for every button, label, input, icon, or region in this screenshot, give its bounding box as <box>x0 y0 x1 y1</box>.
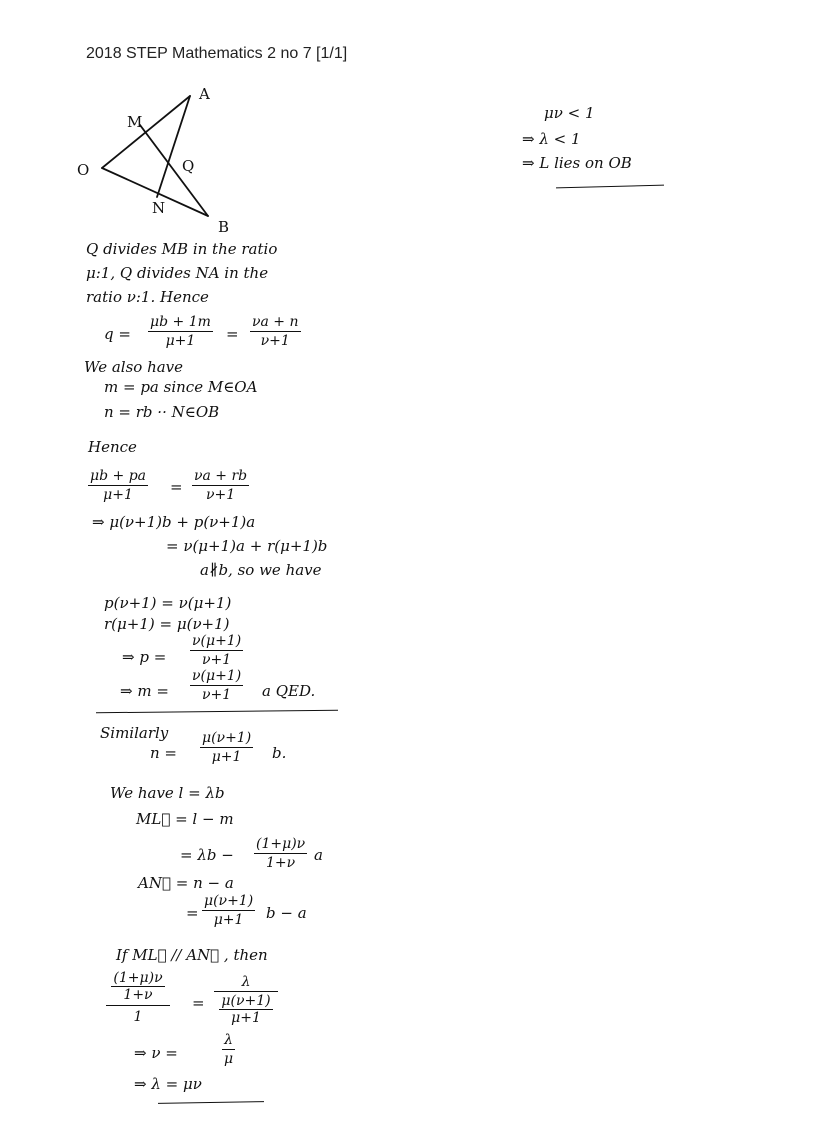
page-header: 2018 STEP Mathematics 2 no 7 [1/1] <box>86 45 348 62</box>
equals-sign: = <box>226 325 239 343</box>
nu-label: ⇒ ν = <box>134 1044 178 1062</box>
n-tail: b. <box>272 744 287 762</box>
fraction-m: $\frac{\nu(\mu+1)}{\nu+1}$ <box>192 668 242 704</box>
compound-fraction-rhs: λ μ(ν+1) μ+1 <box>214 974 278 1026</box>
ml-tail: a <box>314 846 323 864</box>
text-we-also-have: We also have <box>84 358 184 376</box>
label-Q: Q <box>182 157 195 175</box>
label-N: N <box>152 199 166 217</box>
right-lambda: ⇒ λ < 1 <box>522 130 581 148</box>
fraction-q-1: $\frac{\mu b + 1m}{\mu+1}$ <box>150 314 211 350</box>
text-mu-ratio: μ:1, Q divides NA in the <box>86 264 269 282</box>
label-O: O <box>77 161 90 179</box>
equals-sign: = <box>170 478 183 496</box>
right-mu-nu: μν < 1 <box>544 104 595 122</box>
fraction-ml: $\frac{(1+\mu)\nu}{1+\nu}$ <box>256 836 306 872</box>
n-label: n = <box>150 744 177 762</box>
final-lambda: ⇒ λ = μν <box>134 1075 202 1093</box>
equation-r: r(μ+1) = μ(ν+1) <box>104 615 230 633</box>
section-divider <box>96 710 338 714</box>
p-label: ⇒ p = <box>122 648 167 666</box>
final-underline <box>158 1101 264 1104</box>
text-similarly: Similarly <box>100 724 169 742</box>
m-label: ⇒ m = <box>120 682 169 700</box>
text-not-parallel: a∦b, so we have <box>200 561 322 579</box>
fraction-p: $\frac{\nu(\mu+1)}{\nu+1}$ <box>192 633 242 669</box>
an-tail: b − a <box>266 904 307 922</box>
right-conclusion: ⇒ L lies on OB <box>522 154 632 172</box>
equation-n: n = rb ·· N∈OB <box>104 403 220 421</box>
text-we-have-l: We have l = λb <box>110 784 225 802</box>
implication-expand: ⇒ μ(ν+1)b + p(ν+1)a <box>92 513 256 531</box>
text-hence: Hence <box>88 438 137 456</box>
fraction-lhs: $\frac{\mu b + pa}{\mu+1}$ <box>90 468 146 504</box>
text-ratio-nu: ratio ν:1. Hence <box>86 288 209 306</box>
fraction-nu: $\frac{\lambda}{\mu}$ <box>224 1032 234 1068</box>
label-M: M <box>127 113 143 131</box>
equation-an: AN⃗ = n − a <box>138 874 234 892</box>
label-A: A <box>199 85 210 103</box>
equation-an-equals: = <box>186 904 199 922</box>
implication-expand-rhs: = ν(μ+1)a + r(μ+1)b <box>166 537 328 555</box>
fraction-an: $\frac{\mu(\nu+1)}{\mu+1}$ <box>204 893 254 929</box>
right-underline <box>556 185 664 189</box>
qed-text: a QED. <box>262 682 316 700</box>
text-divides-mb: Q divides MB in the ratio <box>86 240 278 258</box>
equation-ml: ML⃗ = l − m <box>136 810 234 828</box>
fraction-n: $\frac{\mu(\nu+1)}{\mu+1}$ <box>202 730 252 766</box>
equation-p: p(ν+1) = ν(μ+1) <box>104 594 232 612</box>
compound-fraction-lhs: $\frac{(1+\mu)\nu}{1+\nu}$ 1 <box>106 970 170 1025</box>
fraction-q-2: $\frac{\nu a + n}{\nu+1}$ <box>252 314 299 350</box>
equation-ml-expanded: = λb − <box>180 846 234 864</box>
label-B: B <box>218 218 230 236</box>
fraction-rhs: $\frac{\nu a + rb}{\nu+1}$ <box>194 468 248 504</box>
equals-sign: = <box>192 994 205 1012</box>
equation-m: m = pa since M∈OA <box>104 378 258 396</box>
text-if-parallel: If ML⃗ // AN⃗ , then <box>116 946 268 964</box>
q-label: q = <box>104 325 131 343</box>
